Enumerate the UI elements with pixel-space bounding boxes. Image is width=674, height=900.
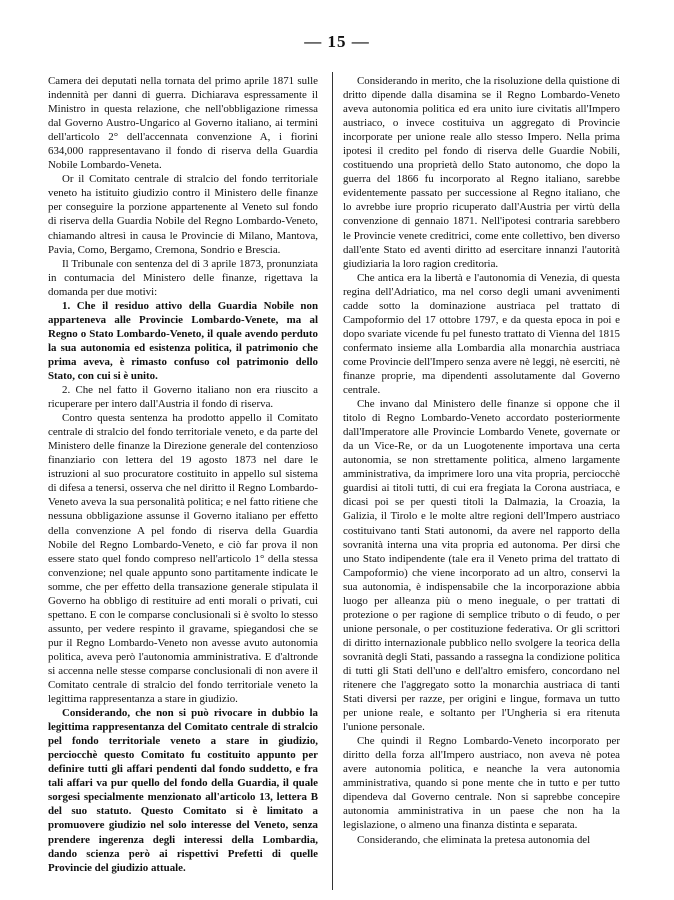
column-divider — [332, 72, 333, 890]
paragraph-ministero-oppone: Che invano dal Ministero delle finanze si oppone che il titolo di Regno Lombardo-Veneto accordato posteriormente dall'Imperatore alle Provincie Lombardo Venete, governate or da un Vice-Re, or da un Luogotenente importava una certa autonomia, se non strettamente politica, almeno largamente amministrativa, da imprimere loro una vita propria, perciocchè guardisi ai titoli tutti, di cui era fregiata la Corona austriaca, e dicasi poi se per questi titoli la Dalmazia, la Croazia, la Galizia, il Tirolo e le molte altre regioni dell'Impero austriaco costituivano tanti Stati autonomi, da avere nel rapporto della sovranità interna una vita propria ed autonoma. Per dirsi che uno Stato indipendente (tale era il Veneto prima del trattato di Campoformio) che viene incorporato ad un altro, conservi la sua autonomia, è indispensabile che la incorporazione abbia luogo per alleanza più o meno ineguale, o per trattati di protezione o per ragione di semplice tributo o di feudo, o per unione personale, o per costituzione federativa. Or gli scrittori di diritto internazionale pubblico nello svolgere la teorica della sovranità degli Stati, passando a rassegna la condizione politica di tutti gli Stati dell'uno e dell'altro emisfero, concordano nel ritenere che l'aggregato sotto la monarchia austriaca di tanti Stati diversi per razze, per origini e lingue, formava un tutto per unione reale, e soltanto per l'Ungheria si era ritenuta l'unione personale. — [343, 398, 620, 734]
paragraph-comitato-giudizio: Or il Comitato centrale di stralcio del fondo territoriale veneto ha istituito giudizio contro il Ministero delle finanze per conseguire la porzione appartenente al Veneto sul fondo di riserva della Guardia Nobile del Regno Lombardo-Veneto, chiamando altresì in causa le Provincie di Milano, Mantova, Pavia, Como, Bergamo, Cremona, Sondrio e Brescia. — [48, 173, 318, 256]
paragraph-considerando-eliminata: Considerando, che eliminata la pretesa autonomia del — [357, 833, 591, 846]
paragraph-considerando-rappresentanza: Considerando, che non si può rivocare in dubbio la legittima rappresentanza del Comitato centrale di stralcio pel fondo territoriale veneto a stare in giudizio, perciocchè questo Comitato fu costituito appunto per definire tutti gli affari pendenti dal fondo suddetto, e fra tali affari va pur quello del fondo della Guardia, il quale sorgesi specialmente menzionato all'articolo 13, lettera B del suo statuto. Questo Comitato si è limitato a promuovere giudizio nel solo interesse del Veneto, senza prendere ingerenza degli interessi della Lombardia, dando scienza però ai rispettivi Prefetti di quelle Provincie del giudizio attuale. — [48, 707, 318, 874]
paragraph-continuation: Camera dei deputati nella tornata del primo aprile 1871 sulle indennità per danni di guerra. Dichiarava espressamente il Ministro in questa relazione, che nell'obbligazione rimessa dal Governo Austro-Ungarico al Governo italiano, ai termini dell'articolo 2° dell'accennata convenzione A, i fiorini 634,000 rappresentavano il fondo di riserva della Guardia Nobile Lombardo-Veneta. — [48, 75, 318, 172]
paragraph-motivo-1: 1. Che il residuo attivo della Guardia Nobile non apparteneva alle Provincie Lombardo-Venete, ma al Regno o Stato Lombardo-Veneto, il quale avendo perduto la sua autonomia ed esistenza politica, il patrimonio che prima aveva, è rimasto confuso col patrimonio dello Stato, con cui si è unito. — [48, 299, 318, 382]
paragraph-tribunale-sentenza: Il Tribunale con sentenza del di 3 aprile 1873, pronunziata in contumacia del Ministero delle finanze, rigettava la domanda per due motivi: — [48, 257, 318, 298]
paragraph-considerando-merito: Considerando in merito, che la risoluzione della quistione di dritto dipende dalla disamina se il Regno Lombardo-Veneto aveva autonomia politica ed era unito iure civitatis all'Impero austriaco, o invece costituiva un aggregato di Provincie incorporate per unione reale allo stesso Impero. Nella prima ipotesi il credito pel fondo di riserva delle Guardie Nobili, costituendo una proprietà dello Stato autonomo, che dopo la guerra del 1866 fu incorporato al Regno italiano, sarebbe evidentemente passato per successione al Regno italiano, che lo avrebbe iure proprio ricuperato dall'Austria per virtù della convenzione di gennaio 1871. Nell'ipotesi contraria sarebbero le Provincie venete creditrici, come ente collettivo, ben diverso dall'ente Stato ed aventi diritto ad esercitare innanzi l'autorità giudiziaria la loro ragion creditoria. — [343, 75, 620, 270]
paragraph-appello: Contro questa sentenza ha prodotto appello il Comitato centrale di stralcio del fondo territoriale veneto, e da parte del Ministero delle finanze la Direzione generale del contenzioso finanziario con lettera del 19 agosto 1873 nel dare le istruzioni al suo procuratore costituito in appello sul sistema di difesa a tenersi, osserva che nel diritto il Regno Lombardo-Veneto aveva la sua personalità politica; e nel fatto ritiene che nessuna obbligazione assunse il Governo italiano per effetto della convenzione A pel fondo di riserva della Guardia Nobile del Regno Lombardo-Veneto, e ciò far prova il non essere stato quel fondo compreso nell'articolo 1° della stessa convenzione; nel quale appunto sono partitamente indicate le somme, che per effetto della transazione generale stipulata il Governo ha obbligo di restituire ad enti morali o privati, cui spettano. E con le comparse conclusionali si è svolto lo stesso assunto, per vedere respinto il gravame, spiegandosi che se pur il Regno Lombardo-Veneto non avesse avuto autonomia politica, aveva però l'autonomia amministrativa. E d'altronde si accenna nelle stesse comparse conclusionali di non avere il Comitato centrale di stralcio del fondo territoriale veneto la legittima rappresentanza a stare in giudizio. — [48, 412, 318, 706]
paragraph-motivo-2: 2. Che nel fatto il Governo italiano non era riuscito a ricuperare per intero dall'Austria il fondo di riserva. — [48, 384, 318, 411]
paragraph-venezia-autonomia: Che antica era la libertà e l'autonomia di Venezia, di questa regina dell'Adriatico, ma nel corso degli umani avvenimenti cadde sotto la dominazione austriaca pel trattato di Campoformio del 17 ottobre 1797, e da questa epoca in poi e dopo svariate vicende fu pel funesto trattato di Vienna del 1815 confermato insieme alla Lombardia alla monarchia austriaca come Provincie dell'Impero senza avere nè leggi, nè eserciti, nè finanze proprie, ma dipendenti assolutamente dal Governo centrale. — [343, 271, 620, 397]
right-column — [343, 74, 620, 847]
page-number: — 15 — — [304, 32, 370, 51]
paragraph-regno-incorporato: Che quindi il Regno Lombardo-Veneto incorporato per diritto della forza all'Impero austriaco, non aveva nè potea avere autonomia politica, e neanche la vera autonomia amministrativa, quando si pone mente che in tutto e per tutto dipendeva dal Governo centrale. Non si saprebbe concepire autonomia amministrativa in un paese che non ha la legislazione, o almeno una finanza distinta e separata. — [343, 735, 620, 832]
left-column — [48, 74, 318, 875]
